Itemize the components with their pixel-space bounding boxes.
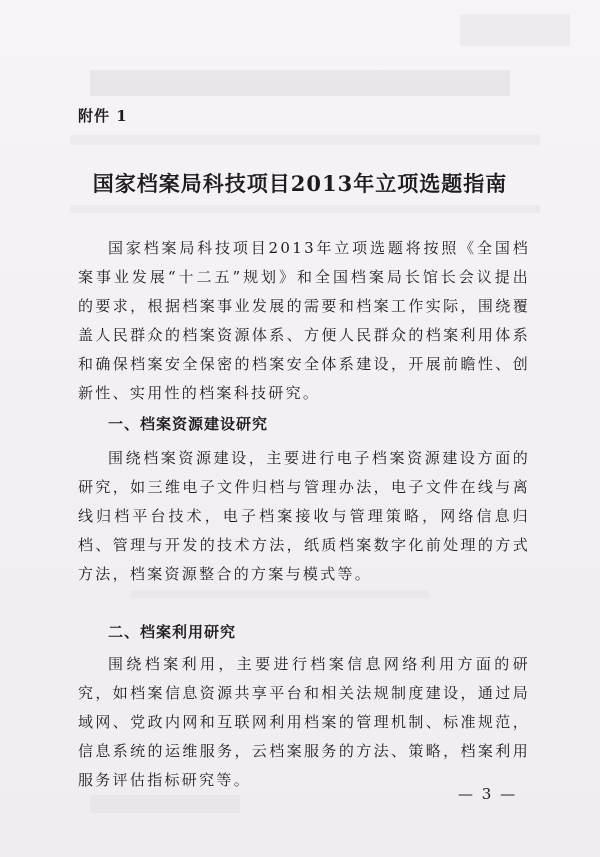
- show-through-mark: [70, 135, 540, 145]
- intro-paragraph: 国家档案局科技项目2013年立项选题将按照《全国档案事业发展“十二五”规划》和全国档案局长馆长会议提出的要求，根据档案事业发展的需要和档案工作实际，围绕覆盖人民群众的档案资源体系、方便人民群众的档案利用体系和确保档案安全保密的档案安全体系建设，开展前瞻性、创新性、实用性的档案科技研究。: [78, 239, 530, 402]
- show-through-mark: [130, 590, 430, 598]
- resources-paragraph: 围绕档案资源建设，主要进行电子档案资源建设方面的研究，如三维电子文件归档与管理办法，电子文件在线与离线归档平台技术，电子档案接收与管理策略，网络信息归档、管理与开发的技术方法，纸质档案数字化前处理的方式方法，档案资源整合的方案与模式等。: [78, 449, 530, 583]
- show-through-mark: [460, 14, 570, 46]
- page-number: — 3 —: [458, 785, 518, 803]
- show-through-mark: [70, 205, 540, 213]
- section-heading-utilization: 二、档案利用研究: [108, 623, 237, 641]
- utilization-paragraph: 围绕档案利用，主要进行档案信息网络利用方面的研究，如档案信息资源共享平台和相关法规制度建设，通过局域网、党政内网和互联网利用档案的管理机制、标准规范，信息系统的运维服务，云档案服务的方法、策略，档案利用服务评估指标研究等。: [78, 655, 530, 789]
- document-title: 国家档案局科技项目2013年立项选题指南: [92, 171, 508, 196]
- show-through-mark: [90, 70, 510, 96]
- show-through-mark: [90, 795, 240, 813]
- section-heading-resources: 一、档案资源建设研究: [108, 415, 269, 433]
- attachment-label: 附件 1: [78, 107, 128, 125]
